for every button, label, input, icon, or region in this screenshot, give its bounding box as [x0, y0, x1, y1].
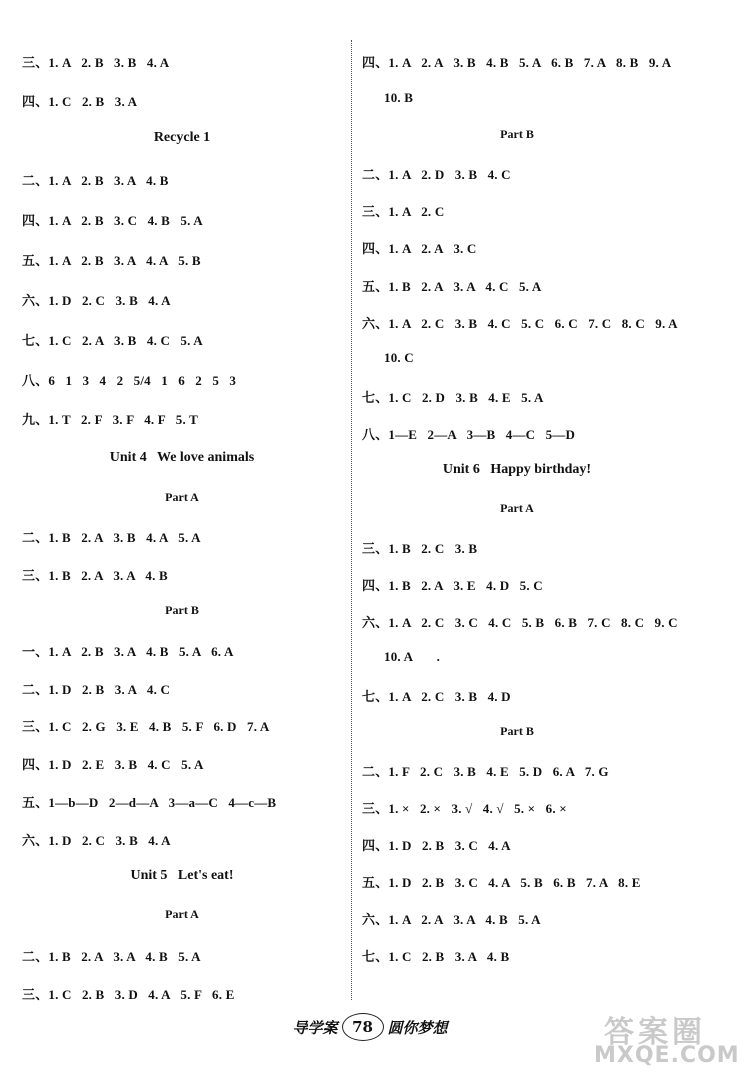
- answer-line: 五、1. B 2. A 3. A 4. C 5. A: [362, 279, 542, 294]
- answer-line: 三、1. B 2. A 3. A 4. B: [22, 568, 168, 583]
- answer-line: 二、1. B 2. A 3. A 4. B 5. A: [22, 949, 201, 964]
- answer-line: 三、1. × 2. × 3. √ 4. √ 5. × 6. ×: [362, 801, 567, 816]
- answer-line: 一、1. A 2. B 3. A 4. B 5. A 6. A: [22, 644, 234, 659]
- answer-line: 三、1. A 2. B 3. B 4. A: [22, 55, 170, 70]
- page-number: 78: [342, 1013, 384, 1041]
- answer-line: 四、1. C 2. B 3. A: [22, 94, 138, 109]
- answer-line: 四、1. A 2. A 3. C: [362, 241, 477, 256]
- answer-line: 五、1. A 2. B 3. A 4. A 5. B: [22, 253, 201, 268]
- answer-line: 三、1. C 2. B 3. D 4. A 5. F 6. E: [22, 987, 235, 1002]
- answer-line: 三、1. B 2. C 3. B: [362, 541, 478, 556]
- footer-brand-right: 圆你梦想: [387, 1018, 448, 1037]
- answer-line: 六、1. D 2. C 3. B 4. A: [22, 833, 171, 848]
- section-title-recycle-1: Recycle 1: [153, 130, 211, 145]
- watermark-url: MXQE.COM: [594, 1043, 740, 1068]
- answer-line: 八、1—E 2—A 3—B 4—C 5—D: [362, 427, 576, 442]
- answer-line: 二、1. D 2. B 3. A 4. C: [22, 682, 171, 697]
- answer-line: 10. C: [384, 350, 414, 365]
- answer-line: 六、1. D 2. C 3. B 4. A: [22, 293, 171, 308]
- answer-line: 六、1. A 2. C 3. B 4. C 5. C 6. C 7. C 8. C 9. A: [362, 316, 678, 331]
- part-label: Part B: [500, 724, 534, 738]
- answer-line: 四、1. A 2. A 3. B 4. B 5. A 6. B 7. A 8. B 9. A: [362, 55, 672, 70]
- answer-line: 六、1. A 2. C 3. C 4. C 5. B 6. B 7. C 8. C 9. C: [362, 615, 678, 630]
- answer-line: 五、1—b—D 2—d—A 3—a—C 4—c—B: [22, 795, 277, 810]
- section-title-unit-5: Unit 5 Let's eat!: [130, 868, 234, 883]
- part-label: Part B: [165, 603, 199, 617]
- part-label: Part A: [500, 501, 534, 515]
- part-label: Part A: [165, 490, 199, 504]
- answer-line: 10. A .: [384, 649, 441, 664]
- answer-line: 七、1. C 2. D 3. B 4. E 5. A: [362, 390, 544, 405]
- page-footer: [265, 1010, 475, 1044]
- answer-line: 四、1. A 2. B 3. C 4. B 5. A: [22, 213, 203, 228]
- section-title-unit-6: Unit 6 Happy birthday!: [442, 462, 592, 477]
- answer-line: 二、1. F 2. C 3. B 4. E 5. D 6. A 7. G: [362, 764, 609, 779]
- answer-line: 二、1. B 2. A 3. B 4. A 5. A: [22, 530, 201, 545]
- answer-line: 六、1. A 2. A 3. A 4. B 5. A: [362, 912, 541, 927]
- answer-line: 三、1. C 2. G 3. E 4. B 5. F 6. D 7. A: [22, 719, 270, 734]
- answer-line: 七、1. A 2. C 3. B 4. D: [362, 689, 511, 704]
- answer-line: 二、1. A 2. B 3. A 4. B: [22, 173, 169, 188]
- answer-line: 二、1. A 2. D 3. B 4. C: [362, 167, 511, 182]
- answer-line: 九、1. T 2. F 3. F 4. F 5. T: [22, 412, 199, 427]
- answer-line: 八、6 1 3 4 2 5/4 1 6 2 5 3: [22, 373, 237, 388]
- watermark: [594, 1007, 744, 1073]
- part-label: Part A: [165, 907, 199, 921]
- answer-line: 七、1. C 2. B 3. A 4. B: [362, 949, 510, 964]
- answer-line: 四、1. B 2. A 3. E 4. D 5. C: [362, 578, 543, 593]
- answer-line: 四、1. D 2. B 3. C 4. A: [362, 838, 511, 853]
- answer-line: 10. B: [384, 90, 414, 105]
- answer-line: 四、1. D 2. E 3. B 4. C 5. A: [22, 757, 204, 772]
- watermark-logo-text: 答案圈: [604, 1015, 706, 1050]
- column-divider: [351, 40, 352, 1000]
- part-label: Part B: [500, 127, 534, 141]
- footer-brand-left: 导学案: [292, 1018, 338, 1037]
- answer-line: 五、1. D 2. B 3. C 4. A 5. B 6. B 7. A 8. E: [362, 875, 641, 890]
- answer-line: 七、1. C 2. A 3. B 4. C 5. A: [22, 333, 203, 348]
- section-title-unit-4: Unit 4 We love animals: [109, 450, 255, 465]
- answer-line: 三、1. A 2. C: [362, 204, 445, 219]
